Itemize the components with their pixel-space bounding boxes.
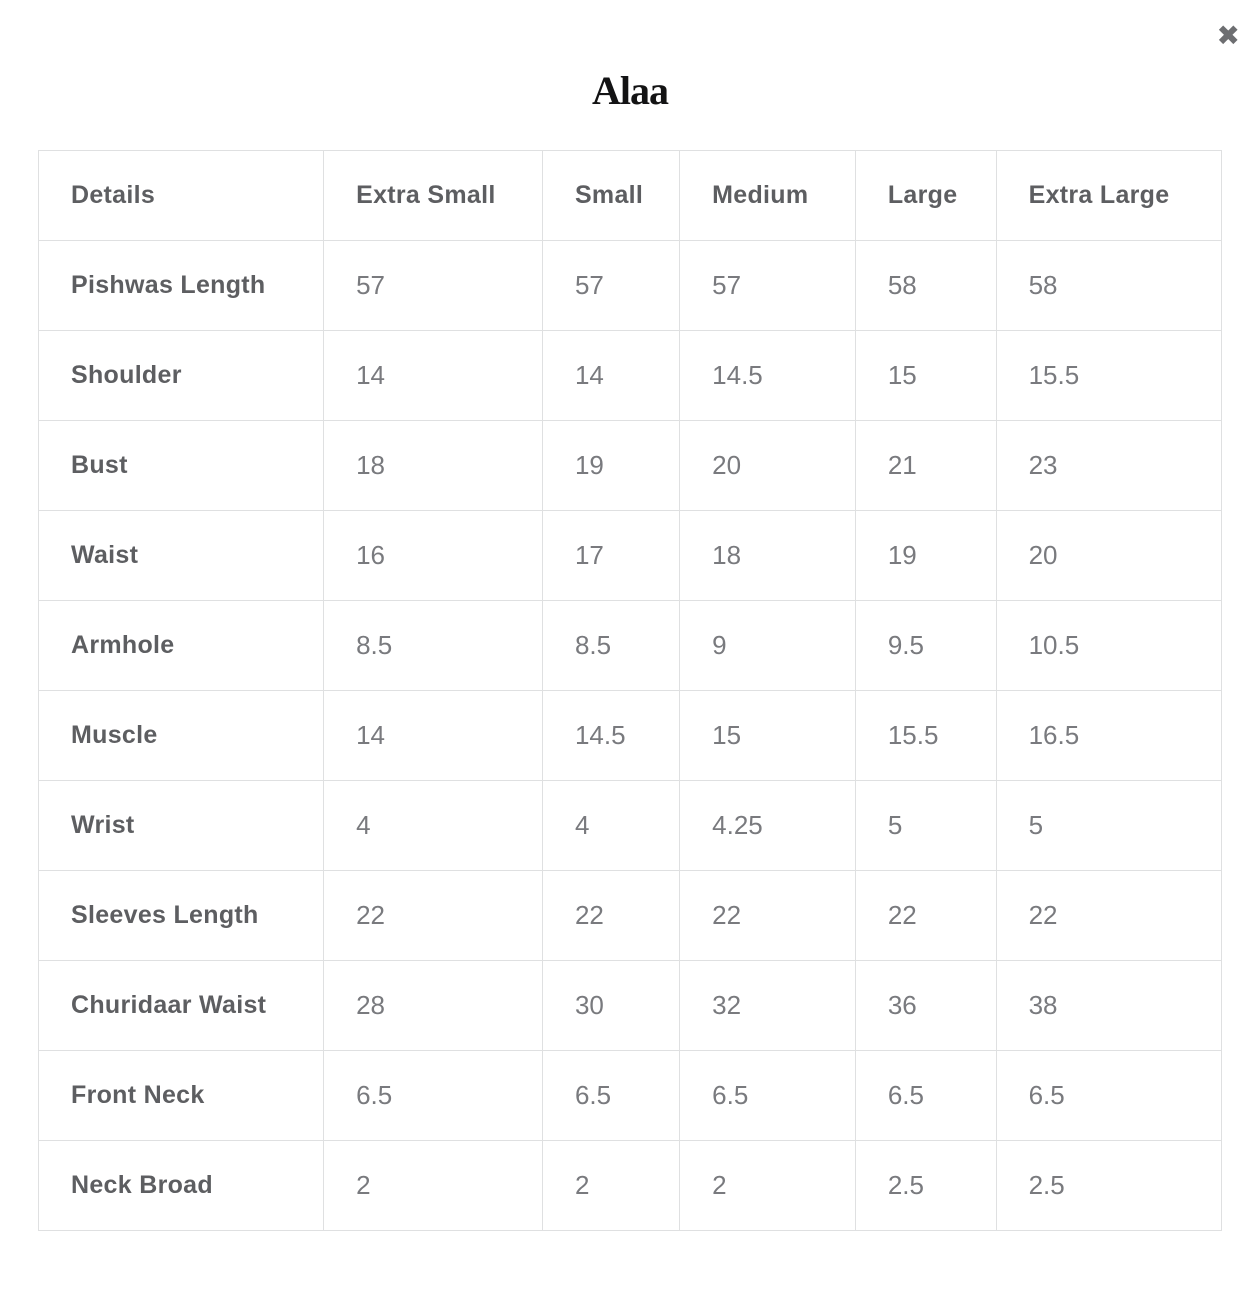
size-value-cell: 10.5	[996, 601, 1221, 691]
row-label: Wrist	[39, 781, 324, 871]
size-value-cell: 21	[855, 421, 996, 511]
row-label: Churidaar Waist	[39, 961, 324, 1051]
size-value-cell: 9.5	[855, 601, 996, 691]
size-value-cell: 6.5	[680, 1051, 856, 1141]
size-value-cell: 4	[324, 781, 543, 871]
size-value-cell: 2	[324, 1141, 543, 1231]
size-value-cell: 15.5	[855, 691, 996, 781]
size-value-cell: 14	[542, 331, 679, 421]
column-header-size: Extra Large	[996, 151, 1221, 241]
size-value-cell: 14	[324, 331, 543, 421]
row-label: Armhole	[39, 601, 324, 691]
size-value-cell: 36	[855, 961, 996, 1051]
size-value-cell: 20	[680, 421, 856, 511]
size-value-cell: 32	[680, 961, 856, 1051]
size-value-cell: 18	[324, 421, 543, 511]
size-value-cell: 23	[996, 421, 1221, 511]
size-value-cell: 57	[542, 241, 679, 331]
table-row	[39, 601, 1222, 691]
size-value-cell: 15	[855, 331, 996, 421]
size-value-cell: 57	[680, 241, 856, 331]
size-value-cell: 4.25	[680, 781, 856, 871]
size-value-cell: 6.5	[996, 1051, 1221, 1141]
column-header-size: Extra Small	[324, 151, 543, 241]
table-row	[39, 1051, 1222, 1141]
size-value-cell: 14	[324, 691, 543, 781]
size-value-cell: 4	[542, 781, 679, 871]
size-value-cell: 17	[542, 511, 679, 601]
size-value-cell: 2.5	[855, 1141, 996, 1231]
size-value-cell: 14.5	[542, 691, 679, 781]
row-label: Shoulder	[39, 331, 324, 421]
size-value-cell: 9	[680, 601, 856, 691]
size-value-cell: 15.5	[996, 331, 1221, 421]
size-value-cell: 57	[324, 241, 543, 331]
table-row	[39, 691, 1222, 781]
column-header-size: Small	[542, 151, 679, 241]
size-value-cell: 8.5	[542, 601, 679, 691]
size-value-cell: 8.5	[324, 601, 543, 691]
row-label: Bust	[39, 421, 324, 511]
row-label: Waist	[39, 511, 324, 601]
size-value-cell: 15	[680, 691, 856, 781]
row-label: Muscle	[39, 691, 324, 781]
close-button[interactable]	[1209, 16, 1248, 56]
row-label: Neck Broad	[39, 1141, 324, 1231]
size-value-cell: 22	[680, 871, 856, 961]
size-value-cell: 58	[855, 241, 996, 331]
size-value-cell: 14.5	[680, 331, 856, 421]
table-row	[39, 241, 1222, 331]
table-row	[39, 871, 1222, 961]
row-label: Front Neck	[39, 1051, 324, 1141]
table-row	[39, 1141, 1222, 1231]
column-header-size: Medium	[680, 151, 856, 241]
table-row	[39, 421, 1222, 511]
size-value-cell: 28	[324, 961, 543, 1051]
size-value-cell: 58	[996, 241, 1221, 331]
table-row	[39, 961, 1222, 1051]
size-value-cell: 22	[324, 871, 543, 961]
size-value-cell: 16.5	[996, 691, 1221, 781]
size-chart-table	[38, 150, 1222, 1231]
size-value-cell: 38	[996, 961, 1221, 1051]
column-header-details: Details	[39, 151, 324, 241]
size-value-cell: 5	[855, 781, 996, 871]
size-chart-title: Alaa	[592, 68, 668, 113]
size-value-cell: 5	[996, 781, 1221, 871]
size-value-cell: 2.5	[996, 1141, 1221, 1231]
table-header-row	[39, 151, 1222, 241]
row-label: Pishwas Length	[39, 241, 324, 331]
size-value-cell: 6.5	[855, 1051, 996, 1141]
size-value-cell: 22	[542, 871, 679, 961]
table-body	[39, 241, 1222, 1231]
size-value-cell: 19	[542, 421, 679, 511]
size-value-cell: 20	[996, 511, 1221, 601]
size-value-cell: 6.5	[324, 1051, 543, 1141]
size-value-cell: 18	[680, 511, 856, 601]
size-value-cell: 22	[996, 871, 1221, 961]
size-value-cell: 2	[542, 1141, 679, 1231]
close-icon: ✖	[1216, 19, 1240, 52]
size-value-cell: 19	[855, 511, 996, 601]
size-value-cell: 16	[324, 511, 543, 601]
column-header-size: Large	[855, 151, 996, 241]
size-value-cell: 22	[855, 871, 996, 961]
table-row	[39, 781, 1222, 871]
size-value-cell: 6.5	[542, 1051, 679, 1141]
table-row	[39, 511, 1222, 601]
table-row	[39, 331, 1222, 421]
size-value-cell: 30	[542, 961, 679, 1051]
row-label: Sleeves Length	[39, 871, 324, 961]
size-value-cell: 2	[680, 1141, 856, 1231]
